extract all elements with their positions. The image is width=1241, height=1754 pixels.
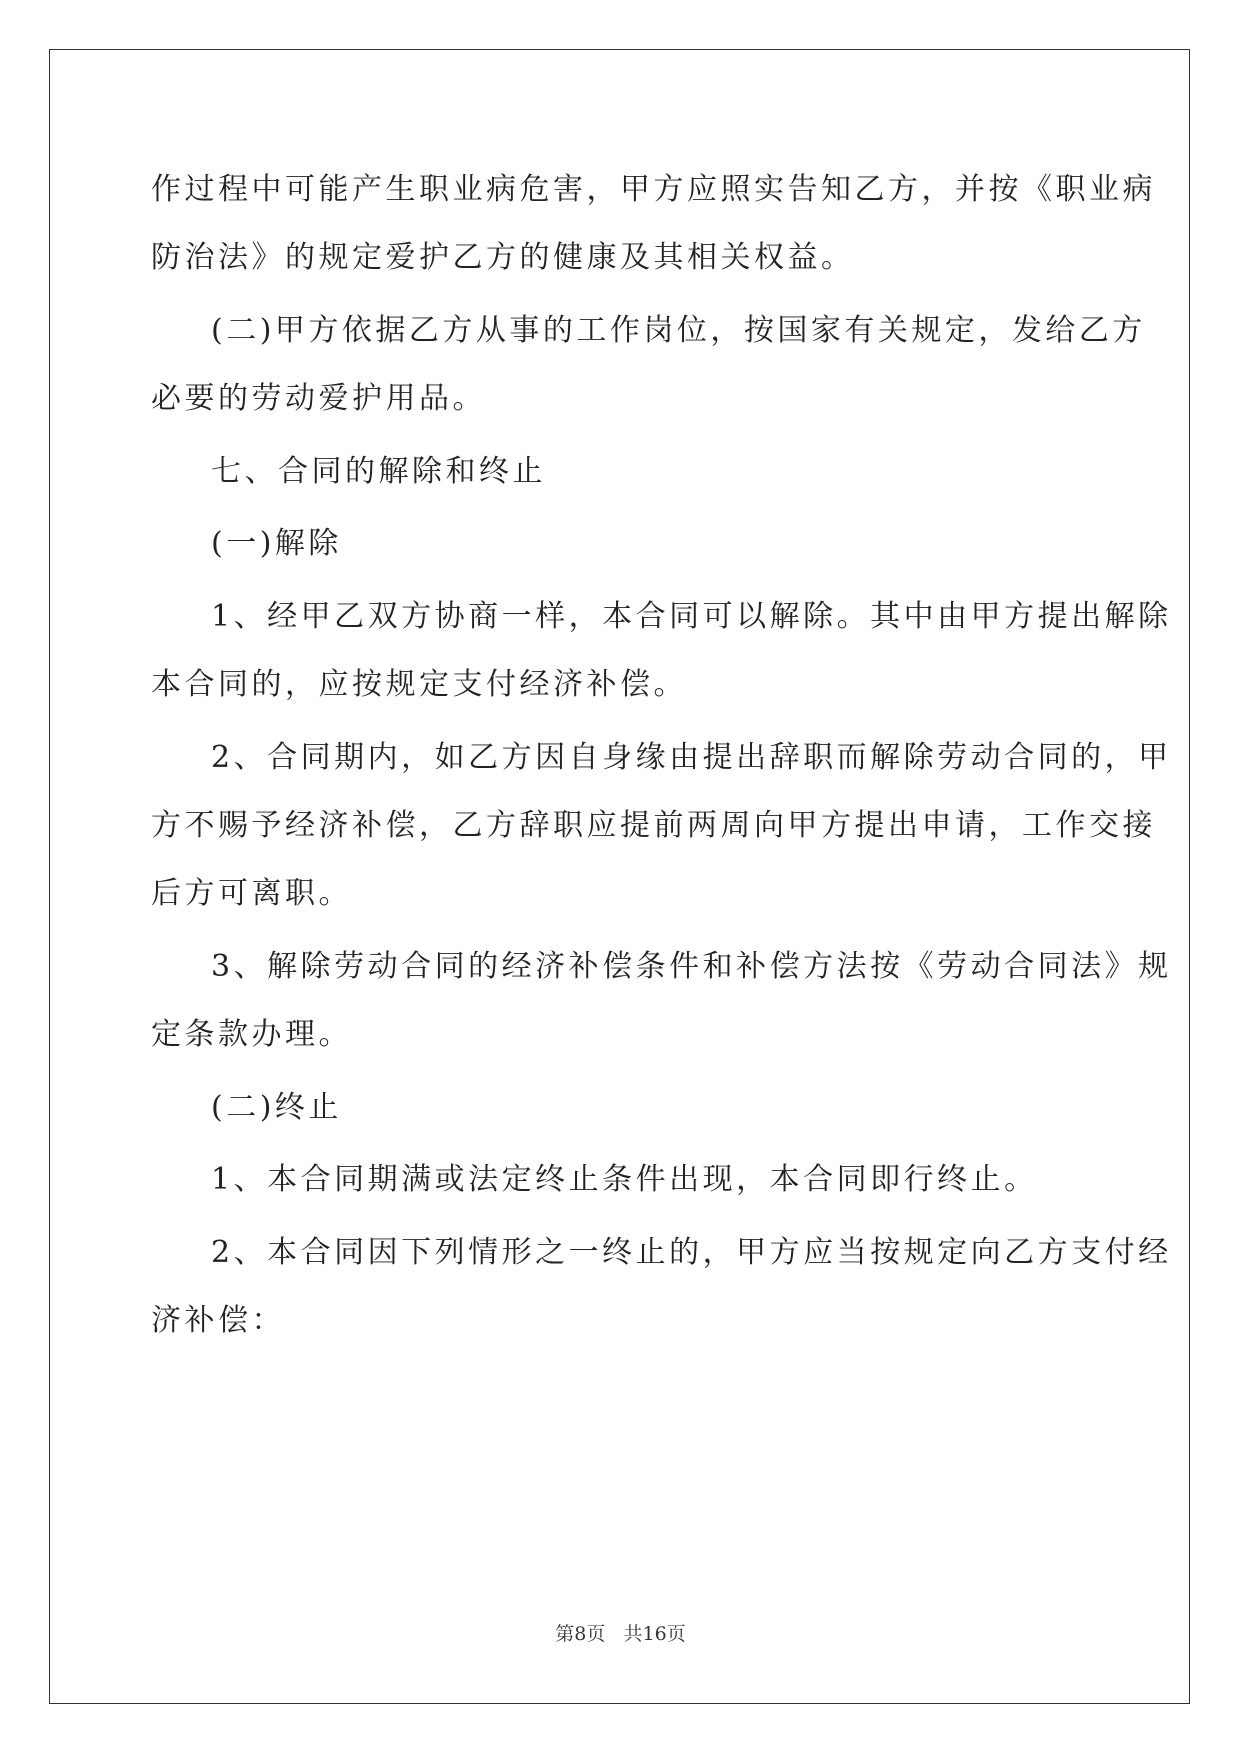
text-line: (二)甲方依据乙方从事的工作岗位，按国家有关规定，发给乙方 xyxy=(211,313,1146,348)
subsection-heading: (二)终止 xyxy=(211,1090,342,1125)
page-total: 共16页 xyxy=(623,1623,686,1645)
subsection-heading: (一)解除 xyxy=(211,526,342,561)
text-line: 定条款办理。 xyxy=(151,1017,352,1052)
text-line: 防治法》的规定爱护乙方的健康及其相关权益。 xyxy=(151,240,855,275)
text-line: 2、本合同因下列情形之一终止的，甲方应当按规定向乙方支付经 xyxy=(211,1235,1172,1270)
text-line: 作过程中可能产生职业病危害，甲方应照实告知乙方，并按《职业病 xyxy=(151,172,1156,207)
page-footer xyxy=(0,1622,1241,1646)
text-line: 2、合同期内，如乙方因自身缘由提出辞职而解除劳动合同的，甲 xyxy=(211,740,1172,775)
text-line: 1、经甲乙双方协商一样，本合同可以解除。其中由甲方提出解除 xyxy=(211,599,1172,634)
text-line: 后方可离职。 xyxy=(151,876,352,911)
text-line: 必要的劳动爱护用品。 xyxy=(151,381,486,416)
text-line: 方不赐予经济补偿，乙方辞职应提前两周向甲方提出申请，工作交接 xyxy=(151,808,1156,843)
page-number: 第8页 xyxy=(555,1623,606,1645)
section-heading: 七、合同的解除和终止 xyxy=(211,454,546,489)
text-line: 济补偿： xyxy=(151,1303,285,1338)
text-line: 1、本合同期满或法定终止条件出现，本合同即行终止。 xyxy=(211,1162,1038,1197)
text-line: 3、解除劳动合同的经济补偿条件和补偿方法按《劳动合同法》规 xyxy=(211,949,1172,984)
text-line: 本合同的，应按规定支付经济补偿。 xyxy=(151,667,687,702)
